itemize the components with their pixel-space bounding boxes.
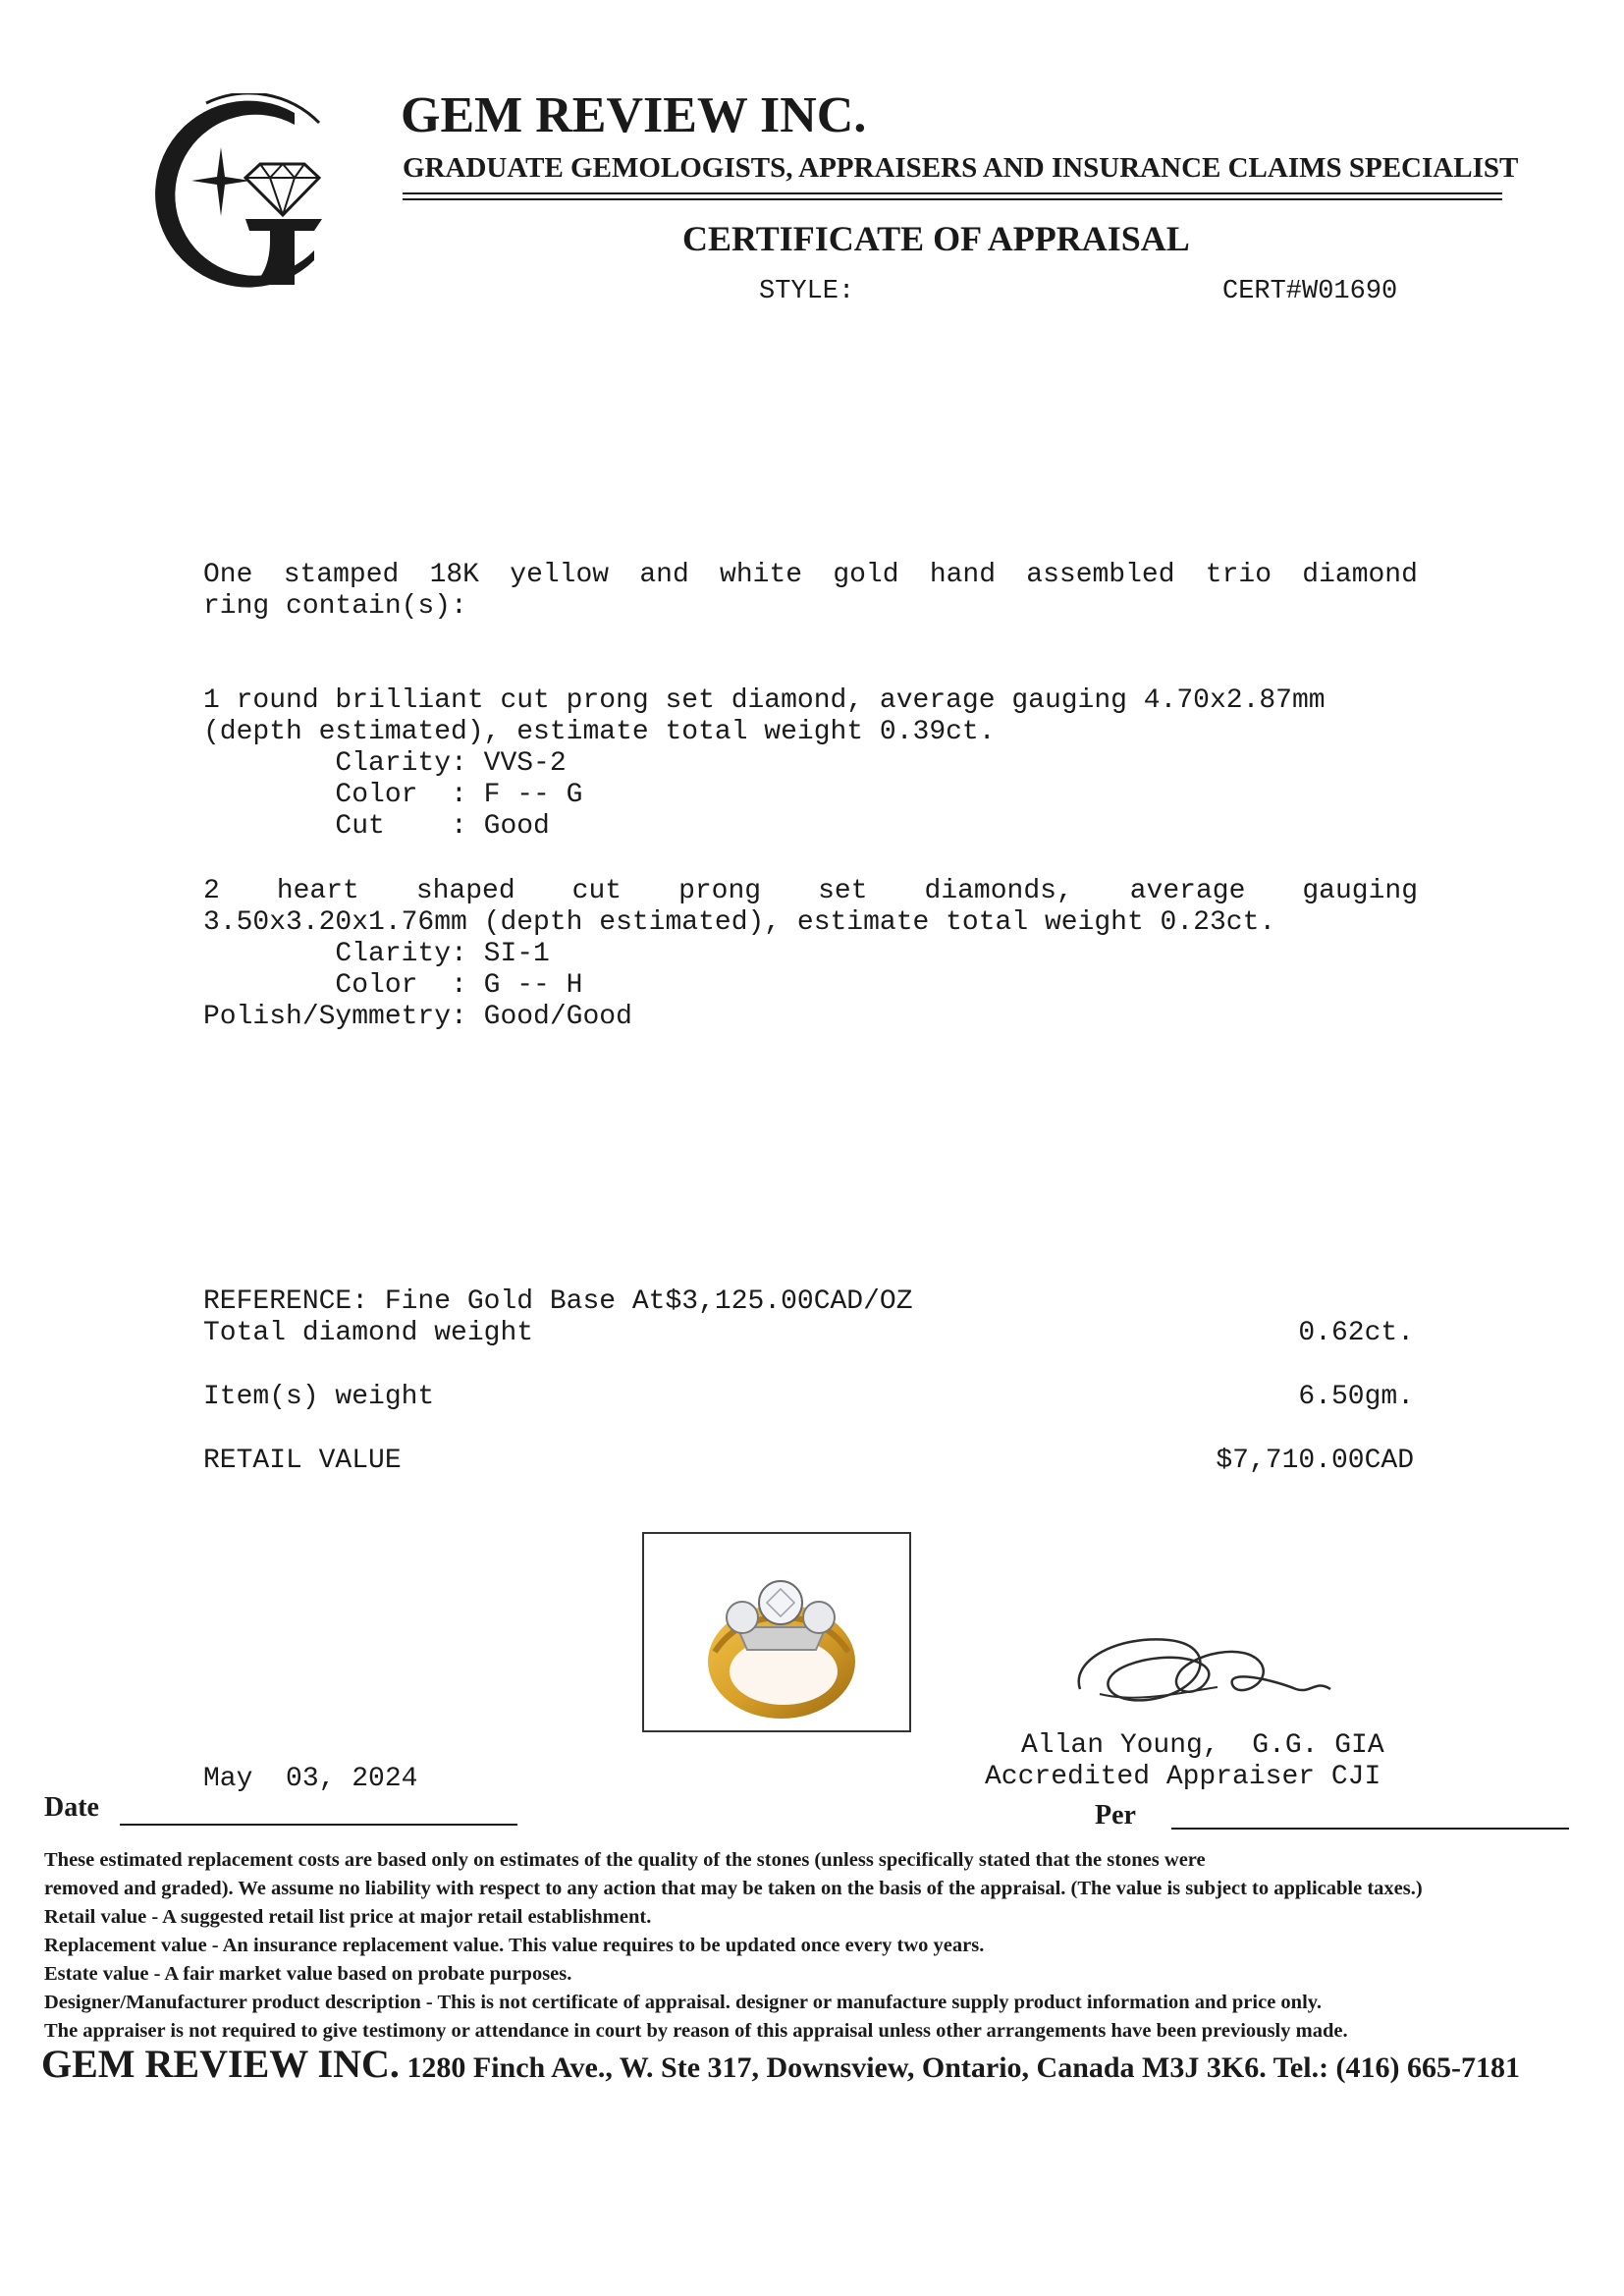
stone2-line-1	[203, 876, 1418, 907]
ring-photo-icon	[644, 1534, 909, 1730]
disclaimer-line: Retail value - A suggested retail list price at major retail establishment.	[44, 1906, 652, 1928]
stone2.line1-word: shaped	[415, 876, 515, 906]
header-rule-top	[403, 192, 1502, 194]
description.line1-word: hand	[929, 560, 997, 590]
retail-value-label: RETAIL VALUE	[203, 1446, 402, 1476]
description.line1-word: 18K	[429, 560, 479, 590]
cert-number: CERT#W01690	[1222, 277, 1398, 306]
description.line1-word: gold	[833, 560, 899, 590]
footer-address: 1280 Finch Ave., W. Ste 317, Downsview, Ontario, Canada M3J 3K6. Tel.: (416) 665-7181	[399, 2051, 1521, 2084]
date-signature-line	[120, 1824, 517, 1826]
per-signature-line	[1171, 1828, 1569, 1830]
total-diamond-value: 0.62ct.	[1298, 1318, 1414, 1348]
stone2-line-2: 3.50x3.20x1.76mm (depth estimated), estimate total weight 0.23ct.	[203, 907, 1276, 938]
description.line1-word: assembled	[1026, 560, 1175, 590]
reference-line: REFERENCE: Fine Gold Base At$3,125.00CAD/OZ	[203, 1286, 913, 1317]
description.line1-word: trio	[1205, 560, 1272, 590]
stone1-cut: Cut : Good	[203, 811, 550, 842]
disclaimer-line: These estimated replacement costs are based only on estimates of the quality of the stones (unless specifically stated that the stones were	[44, 1849, 1206, 1871]
stone2.line1-word: diamonds,	[924, 876, 1073, 906]
ring-photo	[642, 1532, 911, 1732]
company-tagline: GRADUATE GEMOLOGISTS, APPRAISERS AND INSURANCE CLAIMS SPECIALIST	[403, 152, 1519, 184]
stone2-color: Color : G -- H	[203, 970, 583, 1001]
description-line-2: ring contain(s):	[203, 591, 467, 622]
total-diamond-label: Total diamond weight	[203, 1318, 534, 1348]
description.line1-word: stamped	[283, 560, 400, 590]
stone1-line-2: (depth estimated), estimate total weight 0.39ct.	[203, 717, 996, 747]
footer	[41, 2041, 1520, 2087]
appraiser-title: Accredited Appraiser CJI	[985, 1762, 1381, 1792]
description.line1-word: and	[639, 560, 689, 590]
disclaimer-line: Designer/Manufacturer product description - This is not certificate of appraisal. designer or manufacture supply product information and price only.	[44, 1992, 1323, 2013]
stone1-line-1: 1 round brilliant cut prong set diamond, average gauging 4.70x2.87mm	[203, 685, 1326, 716]
item-weight-label: Item(s) weight	[203, 1382, 435, 1412]
retail-value-amount: $7,710.00CAD	[1216, 1446, 1414, 1476]
description.line1-word: diamond	[1302, 560, 1418, 590]
disclaimer-line: Estate value - A fair market value based on probate purposes.	[44, 1963, 572, 1985]
stone2.line1-word: set	[818, 876, 868, 906]
stone1-clarity: Clarity: VVS-2	[203, 748, 567, 779]
stone1-color: Color : F -- G	[203, 780, 583, 810]
appraiser-name: Allan Young, G.G. GIA	[1021, 1730, 1384, 1761]
stone2.line1-word: average	[1129, 876, 1246, 906]
disclaimer-line: Replacement value - An insurance replacement value. This value requires to be updated once every two years.	[44, 1935, 985, 1956]
description.line1-word: white	[720, 560, 803, 590]
stone2-polish: Polish/Symmetry: Good/Good	[203, 1002, 632, 1032]
stone2.line1-word: prong	[678, 876, 762, 906]
signature-mark	[1060, 1620, 1355, 1728]
stone2-clarity: Clarity: SI-1	[203, 939, 550, 969]
footer-company-name: GEM REVIEW INC.	[41, 2042, 400, 2086]
description.line1-word: yellow	[510, 560, 610, 590]
company-logo-icon	[147, 93, 344, 300]
appraisal-date: May 03, 2024	[203, 1764, 418, 1794]
date-label: Date	[44, 1792, 99, 1823]
item-weight-value: 6.50gm.	[1298, 1382, 1414, 1412]
certificate-title: CERTIFICATE OF APPRAISAL	[682, 219, 1190, 258]
per-label: Per	[1095, 1800, 1136, 1831]
stone2.line1-word: cut	[571, 876, 623, 906]
stone2.line1-word: gauging	[1302, 876, 1418, 906]
description.line1-word: One	[203, 560, 253, 590]
description-line-1	[203, 560, 1418, 591]
disclaimer-line: The appraiser is not required to give testimony or attendance in court by reason of this appraisal unless other arrangements have been previously made.	[44, 2020, 1348, 2042]
stone2.line1-word: heart	[276, 876, 359, 906]
header-rule-bottom	[403, 198, 1502, 200]
style-label: STYLE:	[759, 277, 855, 306]
disclaimer-line: removed and graded). We assume no liability with respect to any action that may be taken on the basis of the appraisal. (The value is subject to applicable taxes.)	[44, 1878, 1423, 1899]
stone2.line1-word: 2	[203, 876, 220, 906]
company-name: GEM REVIEW INC.	[401, 87, 867, 143]
